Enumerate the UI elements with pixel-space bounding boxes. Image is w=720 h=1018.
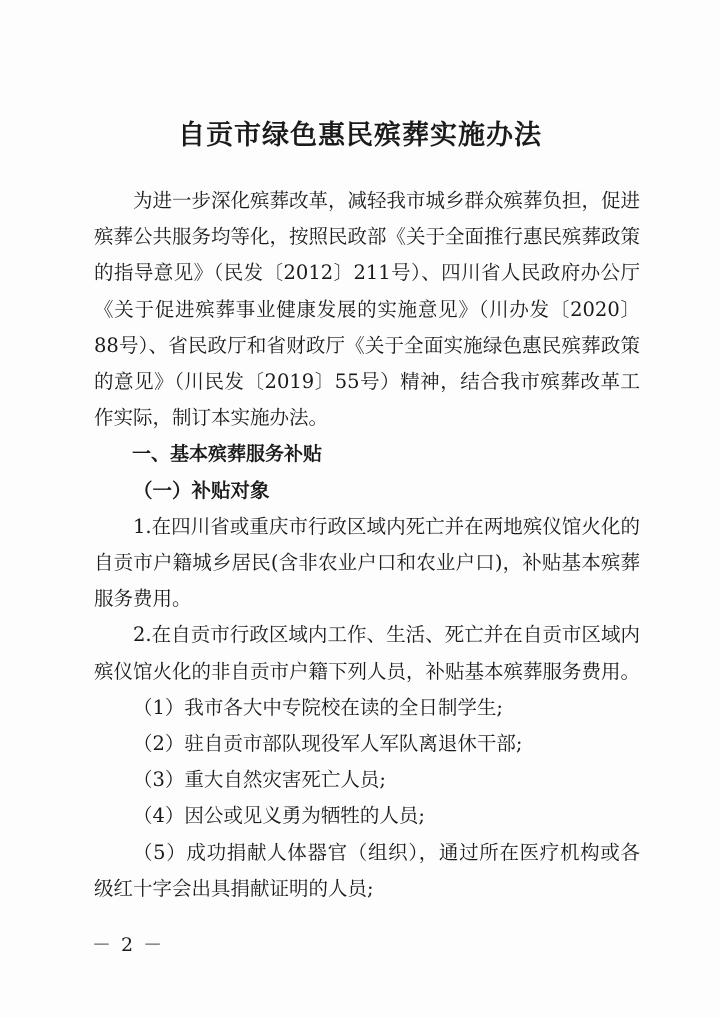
sub-item-1: （1）我市各大中专院校在读的全日制学生; <box>133 695 503 719</box>
sub-item-3: （3）重大自然灾害死亡人员; <box>133 768 386 792</box>
section-heading: 一、基本殡葬服务补贴 <box>132 443 323 466</box>
sub-item-5: （5）成功捐献人体器官（组织），通过所在医疗机构或各级红十字会出具捐献证明的人员; <box>94 840 640 900</box>
preamble-paragraph: 为进一步深化殡葬改革，减轻我市城乡群众殡葬负担，促进殡葬公共服务均等化，按照民政部《关于全面推行惠民殡葬政策的指导意见》（民发〔2012〕211号）、四川省人民政府办公厅《关于促进殡葬事业健康发展的实施意见》（川办发〔2020〕88号）、省民政厅和省财政厅《关于全面实施绿色惠民殡葬政策的意见》（川民发〔2019〕55号）精神，结合我市殡葬改革工作实际，制订本实施办法。 <box>94 189 641 430</box>
sub-item-4: （4）因公或见义勇为牺牲的人员; <box>133 804 425 828</box>
document-title: 自贡市绿色惠民殡葬实施办法 <box>178 120 542 151</box>
page-number: － 2 － <box>92 934 165 956</box>
item-paragraph-2: 2.在自贡市行政区域内工作、生活、死亡并在自贡市区域内殡仪馆火化的非自贡市户籍下列人员，补贴基本殡葬服务费用。 <box>94 623 641 683</box>
subsection-heading: （一）补贴对象 <box>133 478 270 502</box>
document-body <box>94 183 640 907</box>
sub-item-2: （2）驻自贡市部队现役军人军队离退休干部; <box>133 732 523 756</box>
item-paragraph-1: 1.在四川省或重庆市行政区域内死亡并在两地殡仪馆火化的自贡市户籍城乡居民(含非农业户口和农业户口)，补贴基本殡葬服务费用。 <box>94 514 640 611</box>
